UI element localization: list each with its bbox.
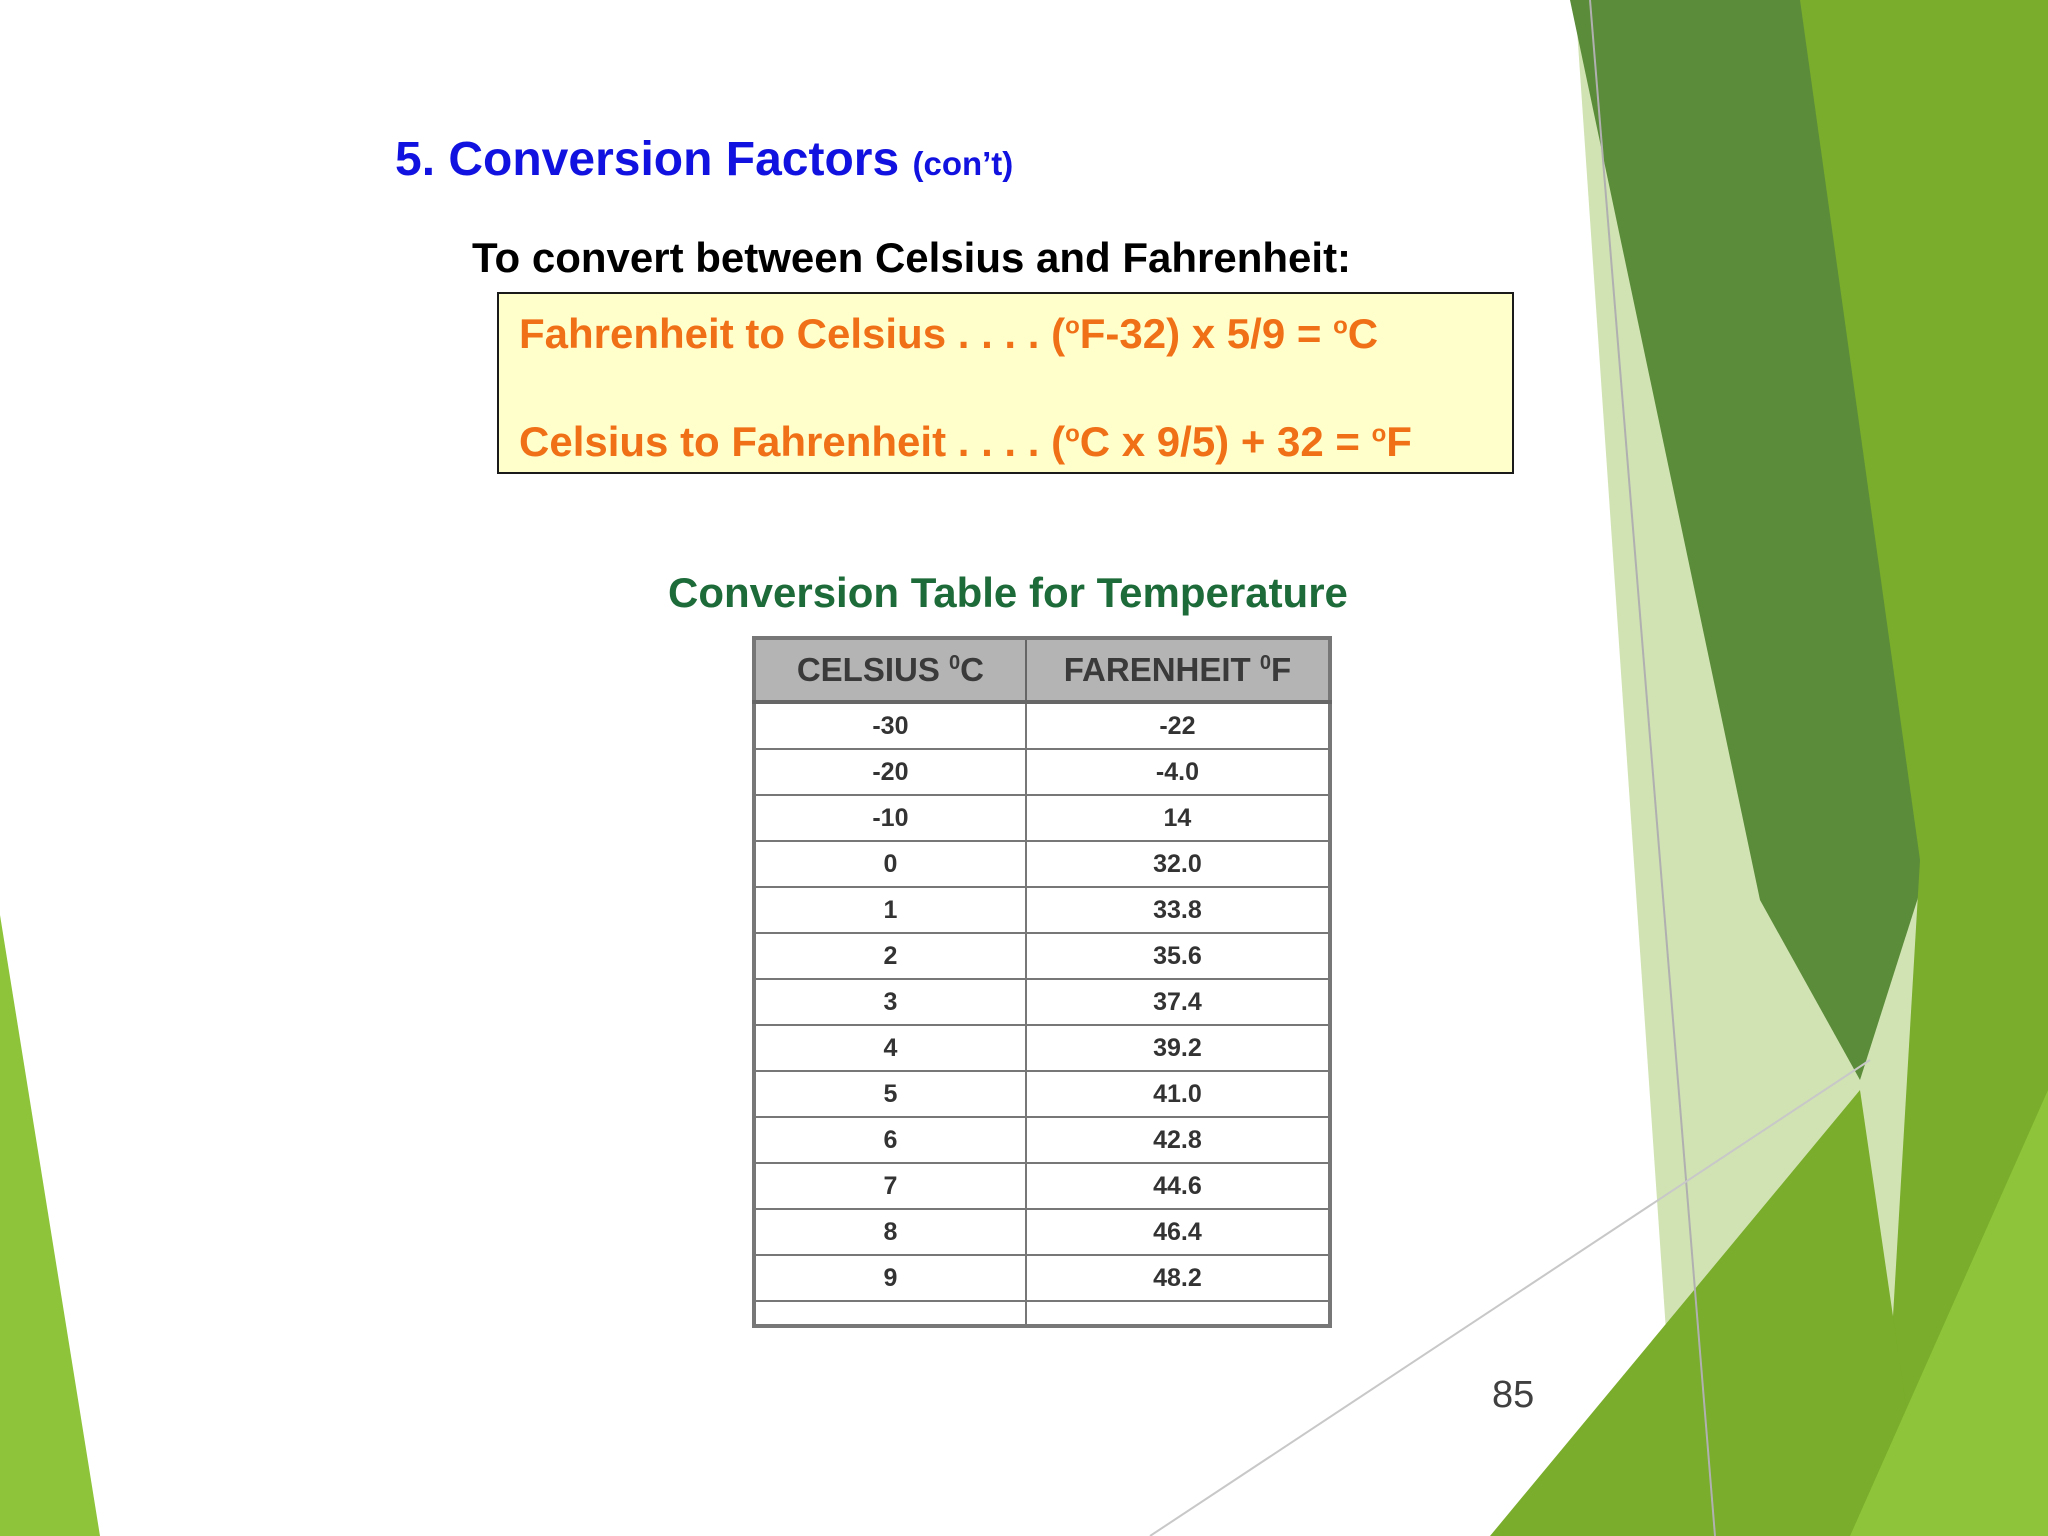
- degree-symbol: o: [1333, 312, 1348, 340]
- cell-empty: [754, 1301, 1026, 1326]
- left-green-shape: [0, 915, 100, 1536]
- cell-celsius: 7: [754, 1163, 1026, 1209]
- intro-text: To convert between Celsius and Fahrenheit:: [472, 234, 1352, 281]
- degree-symbol: o: [1065, 312, 1080, 340]
- table-row: [754, 795, 1330, 841]
- table-body: [754, 702, 1330, 1326]
- cell-fahrenheit: -22: [1026, 702, 1330, 749]
- cell-fahrenheit: 39.2: [1026, 1025, 1330, 1071]
- table-row: [754, 749, 1330, 795]
- cell-empty: [1026, 1301, 1330, 1326]
- slide-title-suffix: (con’t): [912, 145, 1014, 182]
- table-row: [754, 979, 1330, 1025]
- cell-fahrenheit: -4.0: [1026, 749, 1330, 795]
- cell-fahrenheit: 32.0: [1026, 841, 1330, 887]
- table-row: [754, 841, 1330, 887]
- header-fahrenheit: FARENHEIT $^0$F: [1026, 638, 1330, 702]
- cell-celsius: 0: [754, 841, 1026, 887]
- cell-celsius: -10: [754, 795, 1026, 841]
- slide-title: [395, 132, 1013, 187]
- table-row: [754, 1071, 1330, 1117]
- cell-celsius: 1: [754, 887, 1026, 933]
- table-row: [754, 1025, 1330, 1071]
- cell-celsius: -20: [754, 749, 1026, 795]
- cell-celsius: 3: [754, 979, 1026, 1025]
- cell-fahrenheit: 33.8: [1026, 887, 1330, 933]
- formula-c-to-f: Celsius to Fahrenheit . . . . ($^o$C x 9/5) + 32 = $^o$F: [519, 418, 1412, 465]
- table-row: [754, 887, 1330, 933]
- formula-f-to-c: Fahrenheit to Celsius . . . . ($^o$F-32) x 5/9 = $^o$C: [519, 310, 1379, 357]
- degree-symbol: o: [1065, 420, 1080, 448]
- table-row: [754, 933, 1330, 979]
- cell-fahrenheit: 35.6: [1026, 933, 1330, 979]
- page-number: 85: [1492, 1374, 1535, 1416]
- cell-fahrenheit: 42.8: [1026, 1117, 1330, 1163]
- degree-symbol: o: [1371, 420, 1387, 448]
- cell-celsius: 4: [754, 1025, 1026, 1071]
- table-row: [754, 1163, 1330, 1209]
- cell-fahrenheit: 44.6: [1026, 1163, 1330, 1209]
- cell-celsius: 8: [754, 1209, 1026, 1255]
- table-header-row: [754, 638, 1330, 702]
- formula-box: [497, 292, 1514, 474]
- cell-celsius: -30: [754, 702, 1026, 749]
- slide-title-main: 5. Conversion Factors: [395, 133, 900, 186]
- header-celsius: CELSIUS $^0$C: [754, 638, 1026, 702]
- table-row: [754, 702, 1330, 749]
- table-row: [754, 1255, 1330, 1301]
- cell-celsius: 2: [754, 933, 1026, 979]
- cell-celsius: 6: [754, 1117, 1026, 1163]
- table-title: Conversion Table for Temperature: [668, 569, 1348, 616]
- cell-fahrenheit: 37.4: [1026, 979, 1330, 1025]
- table-row-empty: [754, 1301, 1330, 1326]
- cell-fahrenheit: 46.4: [1026, 1209, 1330, 1255]
- cell-fahrenheit: 14: [1026, 795, 1330, 841]
- cell-celsius: 9: [754, 1255, 1026, 1301]
- cell-fahrenheit: 41.0: [1026, 1071, 1330, 1117]
- cell-celsius: 5: [754, 1071, 1026, 1117]
- table-row: [754, 1117, 1330, 1163]
- cell-fahrenheit: 48.2: [1026, 1255, 1330, 1301]
- table-row: [754, 1209, 1330, 1255]
- temperature-table: [752, 636, 1332, 1328]
